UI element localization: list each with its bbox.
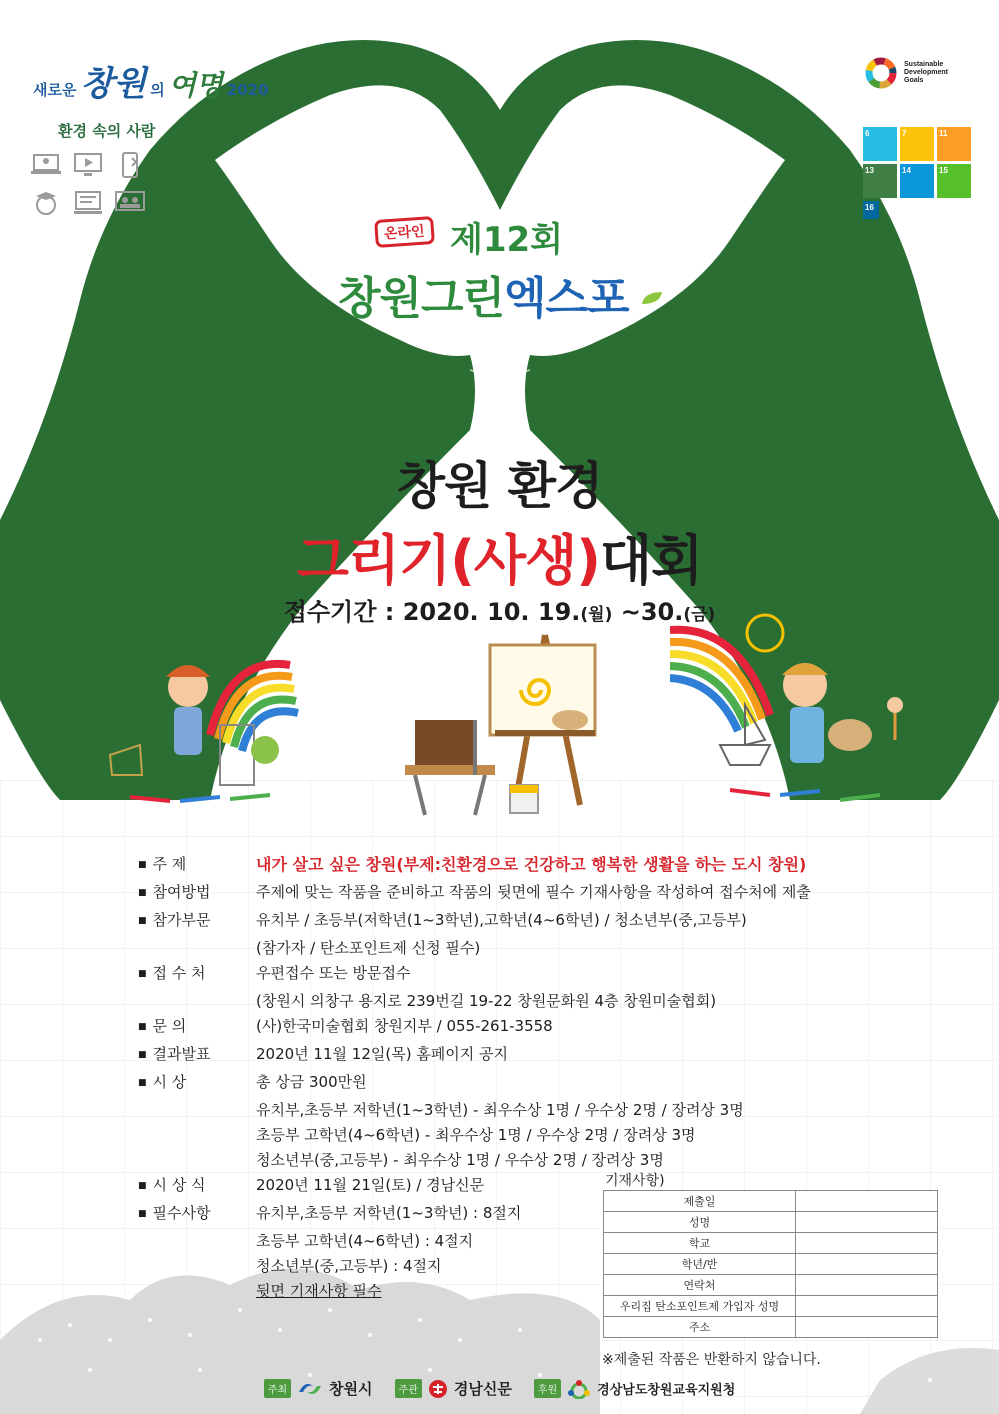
slogan-part: 새로운 — [33, 81, 77, 99]
role-badge: 주최 — [264, 1379, 291, 1398]
organizers — [0, 1378, 999, 1399]
form-field-label: 제출일 — [604, 1191, 796, 1212]
form-row — [604, 1191, 938, 1212]
form-field-value — [796, 1317, 938, 1338]
detail-label-blank — [138, 1123, 256, 1148]
child-painting-rainbow-right-illustration — [670, 605, 910, 815]
sdg-goal-tile — [863, 201, 879, 219]
detail-theme — [138, 852, 958, 880]
detail-division — [138, 908, 958, 936]
form-field-value — [796, 1275, 938, 1296]
return-notice: ※제출된 작품은 반환하지 않습니다. — [602, 1352, 821, 1368]
document-monitor-icon — [72, 190, 104, 216]
detail-value: 주제에 맞는 작품을 준비하고 작품의 뒷면에 필수 기재사항을 작성하여 접수처에 제출 — [256, 883, 811, 901]
detail-award — [138, 1070, 958, 1098]
title-suffix: 대회 — [599, 529, 703, 592]
role-badge: 후원 — [534, 1379, 561, 1398]
sdg-text — [904, 61, 948, 85]
detail-value: 청소년부(중,고등부) - 최우수상 1명 / 우수상 2명 / 장려상 3명 — [256, 1151, 664, 1169]
period-label: 접수기간 : — [283, 598, 403, 626]
video-monitor-icon — [72, 152, 104, 178]
detail-label-blank — [138, 1254, 256, 1279]
title-highlight: 그리기(사생) — [296, 529, 600, 592]
form-field-value — [796, 1191, 938, 1212]
detail-place — [138, 961, 958, 989]
detail-value: 2020년 11월 21일(토) / 경남신문 — [256, 1176, 485, 1194]
form-row — [604, 1233, 938, 1254]
detail-method — [138, 880, 958, 908]
sdg-line: Sustainable — [904, 61, 944, 68]
role-badge: 주관 — [395, 1379, 422, 1398]
detail-value: 초등부 고학년(4~6학년) - 최우수상 1명 / 우수상 2명 / 장려상 3명 — [256, 1126, 696, 1144]
form-field-label: 우리집 탄소포인트제 가입자 성명 — [604, 1296, 796, 1317]
sdg-goal-tile — [937, 164, 971, 198]
detail-label: ■ 필수사항 — [138, 1201, 256, 1229]
detail-label: ■ 접 수 처 — [138, 961, 256, 989]
page-title-line2 — [0, 518, 999, 595]
changwon-logo-icon — [297, 1380, 323, 1398]
sdg-goal-number: 14 — [902, 166, 911, 175]
period-start-day: (월) — [580, 605, 613, 625]
detail-label: ■ 참가부문 — [138, 908, 256, 936]
page-title-line1: 창원 환경 — [396, 457, 603, 515]
host-sponsor — [534, 1379, 735, 1399]
detail-label-blank — [138, 1098, 256, 1123]
detail-value: 유치부 / 초등부(저학년(1~3학년),고학년(4~6학년) / 청소년부(중,고등부) — [256, 911, 747, 929]
form-row — [604, 1275, 938, 1296]
detail-label: ■ 문 의 — [138, 1014, 256, 1042]
detail-label-blank — [138, 936, 256, 961]
newspaper-logo-icon — [428, 1379, 448, 1399]
slogan-part: 의 — [150, 81, 165, 99]
form-title: 기재사항) — [605, 1173, 665, 1189]
sdg-goal-tiles — [863, 127, 973, 223]
detail-value: (사)한국미술협회 창원지부 / 055-261-3558 — [256, 1017, 553, 1035]
detail-value: 유치부,초등부 저학년(1~3학년) : 8절지 — [256, 1204, 522, 1222]
detail-value: (창원시 의창구 용지로 239번길 19-22 창원문화원 4층 창원미술협회) — [256, 992, 717, 1010]
sdg-goal-number: 11 — [939, 129, 948, 138]
sdg-goal-tile — [863, 164, 897, 198]
leaf-icon — [640, 290, 664, 306]
form-field-label: 성명 — [604, 1212, 796, 1233]
detail-label: ■ 결과발표 — [138, 1042, 256, 1070]
org-name: 창원시 — [329, 1380, 373, 1398]
sdg-goal-tile — [937, 127, 971, 161]
form-row — [604, 1317, 938, 1338]
form-field-value — [796, 1212, 938, 1233]
expo-edition: 제12회 — [450, 220, 564, 260]
sdg-goal-tile — [900, 164, 934, 198]
laptop-lecture-icon — [30, 152, 62, 178]
form-field-value — [796, 1296, 938, 1317]
graduation-globe-icon — [30, 190, 62, 216]
education-office-logo-icon — [567, 1379, 591, 1399]
slogan-part: 여명 — [168, 69, 223, 102]
sdg-logo — [864, 56, 948, 90]
sdg-goal-number: 7 — [902, 129, 907, 138]
sdg-goal-number: 16 — [865, 203, 874, 212]
sdg-line: Goals — [904, 77, 924, 84]
slogan-part: 창원 — [80, 64, 147, 104]
detail-label-blank — [138, 1229, 256, 1254]
detail-result — [138, 1042, 958, 1070]
detail-value: (참가자 / 탄소포인트제 신청 필수) — [256, 939, 481, 957]
sdg-goal-tile — [863, 127, 897, 161]
form-row — [604, 1254, 938, 1275]
detail-value: 우편접수 또는 방문접수 — [256, 964, 411, 982]
detail-award-cont — [138, 1123, 958, 1148]
record-form-table — [603, 1190, 938, 1338]
sdg-goal-number: 6 — [865, 129, 870, 138]
sdg-goal-number: 15 — [939, 166, 948, 175]
detail-contact — [138, 1014, 958, 1042]
media-icon-grid — [30, 152, 146, 216]
sdg-goal-number: 13 — [865, 166, 874, 175]
form-row — [604, 1296, 938, 1317]
form-field-label: 주소 — [604, 1317, 796, 1338]
form-row — [604, 1212, 938, 1233]
expo-name-green: 창원그린 — [338, 273, 505, 324]
host-organizer — [264, 1378, 373, 1399]
detail-award-cont — [138, 1148, 958, 1173]
detail-value: 초등부 고학년(4~6학년) : 4절지 — [256, 1232, 474, 1250]
sdg-wheel-icon — [864, 56, 898, 90]
expo-name — [338, 262, 629, 326]
org-name: 경상남도창원교육지원청 — [597, 1383, 736, 1398]
tagline: 환경 속의 사람 — [58, 122, 156, 140]
expo-name-blue: 엑스포 — [504, 273, 629, 324]
mobile-device-icon — [114, 152, 146, 178]
form-field-label: 연락처 — [604, 1275, 796, 1296]
form-field-label: 학년/반 — [604, 1254, 796, 1275]
detail-label: ■ 주 제 — [138, 852, 256, 880]
detail-place-cont — [138, 989, 958, 1014]
period-end: ~30. — [612, 598, 684, 626]
online-class-icon — [114, 190, 146, 216]
form-field-label: 학교 — [604, 1233, 796, 1254]
detail-label: ■ 시 상 — [138, 1070, 256, 1098]
host-manager — [395, 1378, 512, 1399]
detail-label: ■ 참여방법 — [138, 880, 256, 908]
form-field-value — [796, 1254, 938, 1275]
detail-label: ■ 시 상 식 — [138, 1173, 256, 1201]
period-end-day: (금) — [683, 605, 716, 625]
city-slogan — [33, 56, 269, 105]
form-field-value — [796, 1233, 938, 1254]
sdg-goal-tile — [900, 127, 934, 161]
detail-value: 뒷면 기재사항 필수 — [256, 1282, 382, 1300]
child-painting-rainbow-left-illustration — [100, 625, 300, 810]
detail-value: 내가 살고 싶은 창원(부제:친환경으로 건강하고 행복한 생활을 하는 도시 창원) — [256, 855, 807, 874]
org-name: 경남신문 — [453, 1380, 512, 1398]
detail-award-cont — [138, 1098, 958, 1123]
detail-value: 총 상금 300만원 — [256, 1073, 367, 1091]
detail-value: 청소년부(중,고등부) : 4절지 — [256, 1257, 442, 1275]
detail-division-cont — [138, 936, 958, 961]
slogan-year: 2020 — [226, 81, 269, 99]
detail-value: 2020년 11월 12일(목) 홈페이지 공지 — [256, 1045, 509, 1063]
online-badge: 온라인 — [374, 216, 434, 248]
detail-label-blank — [138, 989, 256, 1014]
easel-chair-illustration — [395, 625, 605, 820]
detail-value: 유치부,초등부 저학년(1~3학년) - 최우수상 1명 / 우수상 2명 / 장려상 3명 — [256, 1101, 744, 1119]
sdg-line: Development — [904, 69, 948, 76]
period-start: 2020. 10. 19. — [402, 598, 581, 626]
detail-label-blank — [138, 1279, 256, 1304]
detail-label-blank — [138, 1148, 256, 1173]
